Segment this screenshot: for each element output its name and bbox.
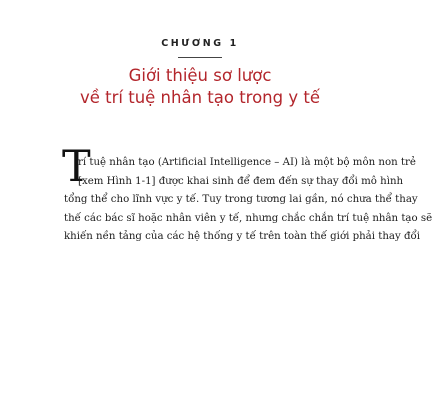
chapter-title-line-1: Giới thiệu sơ lược [128, 66, 272, 85]
paragraph-line: rí tuệ nhân tạo (Artificial Intelligence – AI) là một bộ môn non trẻ [78, 157, 416, 168]
drop-cap: T [62, 142, 91, 192]
paragraph-line: khiến nền tảng của các hệ thống y tế trên toàn thế giới phải thay đổi [64, 231, 420, 243]
paragraph-1 [64, 154, 432, 247]
paragraph-line: tổng thể cho lĩnh vực y tế. Tuy trong tương lai gần, nó chưa thể thay [64, 194, 418, 206]
paragraph-line: thế các bác sĩ hoặc nhân viên y tế, nhưng chắc chắn trí tuệ nhân tạo sẽ [64, 212, 432, 224]
chapter-divider [178, 57, 222, 58]
chapter-title-line-2: về trí tuệ nhân tạo trong y tế [79, 88, 320, 107]
paragraph-line: [xem Hình 1-1] được khai sinh để đem đến sự thay đổi mô hình [78, 175, 404, 187]
chapter-label: CHƯƠNG 1 [161, 38, 239, 49]
